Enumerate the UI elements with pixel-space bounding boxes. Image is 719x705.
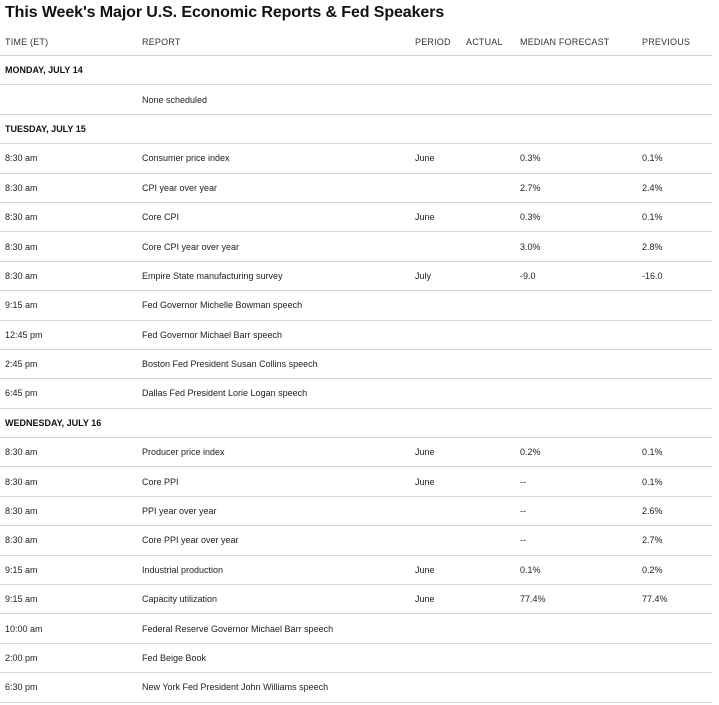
table-row — [0, 202, 712, 231]
column-header-actual: ACTUAL — [461, 29, 515, 56]
cell-report: PPI year over year — [137, 496, 410, 525]
cell-time: 8:30 am — [0, 232, 137, 261]
cell-actual — [461, 438, 515, 467]
cell-report: Industrial production — [137, 555, 410, 584]
table-row — [0, 585, 712, 614]
cell-previous — [637, 291, 712, 320]
cell-period — [410, 526, 461, 555]
cell-time: 8:30 am — [0, 144, 137, 173]
cell-actual — [461, 261, 515, 290]
day-label: MONDAY, JULY 14 — [0, 56, 712, 85]
cell-time: 8:30 am — [0, 202, 137, 231]
schedule-table — [0, 29, 712, 703]
cell-report: Empire State manufacturing survey — [137, 261, 410, 290]
cell-actual — [461, 320, 515, 349]
cell-period — [410, 173, 461, 202]
cell-median: 0.3% — [515, 202, 637, 231]
cell-report: New York Fed President John Williams speech — [137, 673, 410, 702]
column-header-previous: PREVIOUS — [637, 29, 712, 56]
day-header-row — [0, 114, 712, 143]
cell-report: Core PPI — [137, 467, 410, 496]
cell-time: 6:30 pm — [0, 673, 137, 702]
table-row — [0, 467, 712, 496]
cell-previous — [637, 673, 712, 702]
cell-time: 8:30 am — [0, 526, 137, 555]
cell-time: 6:45 pm — [0, 379, 137, 408]
cell-report: Producer price index — [137, 438, 410, 467]
table-row — [0, 232, 712, 261]
column-header-report: REPORT — [137, 29, 410, 56]
table-row — [0, 526, 712, 555]
table-row — [0, 173, 712, 202]
table-row — [0, 438, 712, 467]
cell-median: 77.4% — [515, 585, 637, 614]
cell-median — [515, 85, 637, 114]
cell-median — [515, 320, 637, 349]
cell-report: Core PPI year over year — [137, 526, 410, 555]
cell-report: Fed Governor Michael Barr speech — [137, 320, 410, 349]
cell-previous: 2.7% — [637, 526, 712, 555]
cell-actual — [461, 496, 515, 525]
cell-time: 8:30 am — [0, 261, 137, 290]
cell-actual — [461, 291, 515, 320]
cell-previous: 0.1% — [637, 202, 712, 231]
cell-time: 9:15 am — [0, 585, 137, 614]
cell-actual — [461, 673, 515, 702]
cell-median: -9.0 — [515, 261, 637, 290]
column-header-period: PERIOD — [410, 29, 461, 56]
cell-time: 2:00 pm — [0, 643, 137, 672]
cell-actual — [461, 467, 515, 496]
table-row — [0, 379, 712, 408]
cell-report: Core CPI — [137, 202, 410, 231]
cell-actual — [461, 232, 515, 261]
cell-actual — [461, 379, 515, 408]
cell-period — [410, 673, 461, 702]
cell-time: 9:15 am — [0, 555, 137, 584]
cell-time: 2:45 pm — [0, 349, 137, 378]
cell-median: 3.0% — [515, 232, 637, 261]
day-label: TUESDAY, JULY 15 — [0, 114, 712, 143]
cell-median: 0.1% — [515, 555, 637, 584]
cell-previous — [637, 85, 712, 114]
cell-report: Consumer price index — [137, 144, 410, 173]
cell-report: Capacity utilization — [137, 585, 410, 614]
cell-period: July — [410, 261, 461, 290]
cell-actual — [461, 614, 515, 643]
cell-median: -- — [515, 496, 637, 525]
cell-report: None scheduled — [137, 85, 410, 114]
cell-actual — [461, 526, 515, 555]
cell-period — [410, 614, 461, 643]
cell-previous: 0.1% — [637, 438, 712, 467]
cell-median — [515, 614, 637, 643]
cell-report: Core CPI year over year — [137, 232, 410, 261]
cell-period — [410, 496, 461, 525]
cell-previous: 2.6% — [637, 496, 712, 525]
table-row — [0, 643, 712, 672]
cell-period — [410, 85, 461, 114]
cell-time: 8:30 am — [0, 496, 137, 525]
column-header-time: TIME (ET) — [0, 29, 137, 56]
day-label: WEDNESDAY, JULY 16 — [0, 408, 712, 437]
table-row — [0, 85, 712, 114]
cell-actual — [461, 85, 515, 114]
cell-median — [515, 643, 637, 672]
cell-time: 9:15 am — [0, 291, 137, 320]
cell-period — [410, 320, 461, 349]
table-row — [0, 320, 712, 349]
cell-previous: 0.1% — [637, 144, 712, 173]
table-row — [0, 673, 712, 702]
cell-report: Fed Governor Michelle Bowman speech — [137, 291, 410, 320]
cell-period — [410, 232, 461, 261]
column-header-median-forecast: MEDIAN FORECAST — [515, 29, 637, 56]
table-row — [0, 144, 712, 173]
cell-actual — [461, 144, 515, 173]
cell-report: CPI year over year — [137, 173, 410, 202]
cell-actual — [461, 585, 515, 614]
cell-period — [410, 379, 461, 408]
cell-time — [0, 85, 137, 114]
cell-actual — [461, 643, 515, 672]
cell-actual — [461, 555, 515, 584]
table-row — [0, 291, 712, 320]
cell-period: June — [410, 202, 461, 231]
cell-median: 0.2% — [515, 438, 637, 467]
cell-previous — [637, 349, 712, 378]
cell-previous — [637, 379, 712, 408]
cell-time: 8:30 am — [0, 173, 137, 202]
cell-previous: 77.4% — [637, 585, 712, 614]
cell-period: June — [410, 467, 461, 496]
cell-period: June — [410, 555, 461, 584]
cell-previous — [637, 643, 712, 672]
table-header-row — [0, 29, 712, 56]
cell-actual — [461, 349, 515, 378]
cell-period — [410, 291, 461, 320]
cell-previous: 2.8% — [637, 232, 712, 261]
cell-report: Dallas Fed President Lorie Logan speech — [137, 379, 410, 408]
cell-period — [410, 349, 461, 378]
cell-time: 10:00 am — [0, 614, 137, 643]
cell-time: 8:30 am — [0, 438, 137, 467]
cell-report: Fed Beige Book — [137, 643, 410, 672]
cell-median: -- — [515, 526, 637, 555]
cell-time: 12:45 pm — [0, 320, 137, 349]
cell-median — [515, 349, 637, 378]
cell-actual — [461, 173, 515, 202]
page-title: This Week's Major U.S. Economic Reports & Fed Speakers — [5, 4, 445, 21]
cell-median — [515, 673, 637, 702]
cell-median: 0.3% — [515, 144, 637, 173]
cell-report: Boston Fed President Susan Collins speech — [137, 349, 410, 378]
cell-previous: 0.1% — [637, 467, 712, 496]
cell-previous: -16.0 — [637, 261, 712, 290]
cell-previous: 0.2% — [637, 555, 712, 584]
cell-actual — [461, 202, 515, 231]
cell-period: June — [410, 144, 461, 173]
cell-median: -- — [515, 467, 637, 496]
cell-period — [410, 643, 461, 672]
table-row — [0, 614, 712, 643]
cell-previous — [637, 320, 712, 349]
day-header-row — [0, 56, 712, 85]
table-row — [0, 496, 712, 525]
cell-previous: 2.4% — [637, 173, 712, 202]
cell-report: Federal Reserve Governor Michael Barr speech — [137, 614, 410, 643]
table-row — [0, 349, 712, 378]
cell-median: 2.7% — [515, 173, 637, 202]
schedule-body — [0, 56, 712, 703]
cell-period: June — [410, 585, 461, 614]
cell-median — [515, 379, 637, 408]
table-row — [0, 555, 712, 584]
cell-period: June — [410, 438, 461, 467]
cell-previous — [637, 614, 712, 643]
cell-median — [515, 291, 637, 320]
day-header-row — [0, 408, 712, 437]
table-row — [0, 261, 712, 290]
cell-time: 8:30 am — [0, 467, 137, 496]
